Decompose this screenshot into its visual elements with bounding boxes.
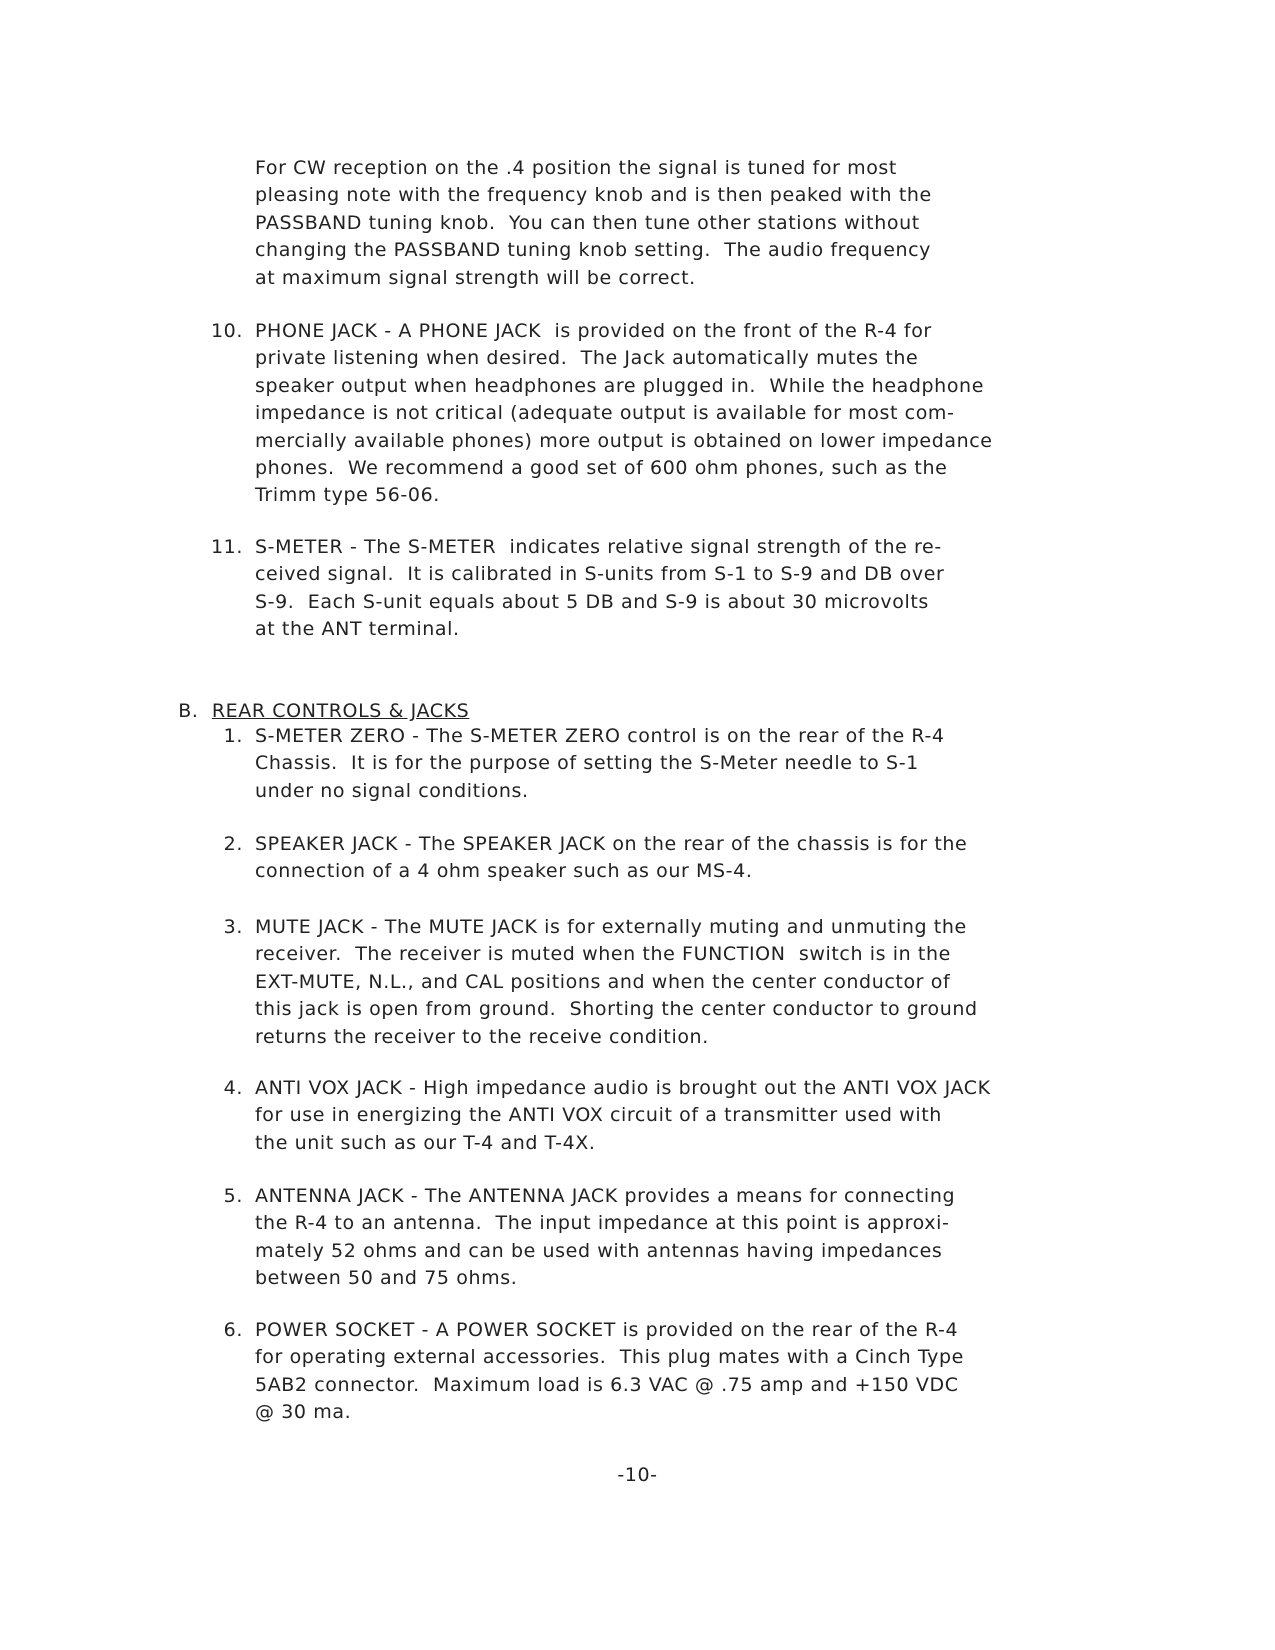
text-line: mercially available phones) more output is obtained on lower impedance — [255, 429, 993, 452]
item-number: 10. — [210, 320, 243, 342]
section-b-heading — [165, 671, 469, 726]
item-number: 2. — [223, 833, 243, 855]
list-item — [223, 723, 945, 805]
section-letter: B. — [178, 700, 199, 723]
text-line: connection of a 4 ohm speaker such as our MS-4. — [255, 860, 753, 883]
list-item — [223, 1183, 956, 1293]
text-line: S-9. Each S-unit equals about 5 DB and S-9 is about 30 microvolts — [255, 590, 929, 613]
list-item — [223, 914, 978, 1051]
text-line: private listening when desired. The Jack automatically mutes the — [255, 347, 919, 370]
text-line: returns the receiver to the receive condition. — [255, 1025, 709, 1048]
text-line: Trimm type 56-06. — [255, 484, 440, 507]
list-item — [210, 534, 945, 644]
text-line: 5AB2 connector. Maximum load is 6.3 VAC @ .75 amp and +150 VDC — [255, 1373, 959, 1396]
text-line: for operating external accessories. This plug mates with a Cinch Type — [255, 1346, 964, 1369]
item-number: 3. — [223, 916, 243, 938]
list-item — [223, 1317, 964, 1427]
text-line: EXT-MUTE, N.L., and CAL positions and when the center conductor of — [255, 970, 951, 993]
text-line: Chassis. It is for the purpose of setting the S-Meter needle to S-1 — [255, 752, 919, 775]
text-line: changing the PASSBAND tuning knob setting. The audio frequency — [255, 239, 932, 262]
text-line: For CW reception on the .4 position the signal is tuned for most — [255, 157, 897, 179]
intro-paragraph — [255, 155, 932, 292]
text-line: speaker output when headphones are plugged in. While the headphone — [255, 374, 984, 397]
text-line: @ 30 ma. — [255, 1401, 352, 1424]
list-item — [223, 831, 968, 886]
text-line: at maximum signal strength will be correct. — [255, 266, 696, 289]
page-number: -10- — [617, 1464, 658, 1486]
item-number: 11. — [210, 536, 243, 558]
text-line: phones. We recommend a good set of 600 ohm phones, such as the — [255, 456, 948, 479]
text-line: at the ANT terminal. — [255, 618, 460, 641]
text-line: this jack is open from ground. Shorting the center conductor to ground — [255, 998, 978, 1021]
text-line: S-METER - The S-METER indicates relative signal strength of the re- — [255, 536, 942, 558]
text-line: ANTI VOX JACK - High impedance audio is brought out the ANTI VOX JACK — [255, 1077, 991, 1099]
text-line: the unit such as our T-4 and T-4X. — [255, 1131, 596, 1154]
text-line: under no signal conditions. — [255, 779, 529, 802]
text-line: the R-4 to an antenna. The input impedance at this point is approxi- — [255, 1212, 950, 1235]
text-line: pleasing note with the frequency knob and is then peaked with the — [255, 184, 932, 207]
text-line: receiver. The receiver is muted when the FUNCTION switch is in the — [255, 943, 951, 966]
text-line: for use in energizing the ANTI VOX circuit of a transmitter used with — [255, 1104, 942, 1127]
text-line: POWER SOCKET - A POWER SOCKET is provided on the rear of the R-4 — [255, 1319, 959, 1341]
item-number: 5. — [223, 1185, 243, 1207]
text-line: SPEAKER JACK - The SPEAKER JACK on the rear of the chassis is for the — [255, 833, 968, 855]
text-line: S-METER ZERO - The S-METER ZERO control is on the rear of the R-4 — [255, 725, 945, 747]
item-number: 6. — [223, 1319, 243, 1341]
text-line: mately 52 ohms and can be used with antennas having impedances — [255, 1239, 943, 1262]
list-item — [223, 1075, 991, 1157]
item-number: 1. — [223, 725, 243, 747]
text-line: between 50 and 75 ohms. — [255, 1267, 518, 1290]
text-line: PHONE JACK - A PHONE JACK is provided on the front of the R-4 for — [255, 320, 932, 342]
text-line: PASSBAND tuning knob. You can then tune other stations without — [255, 211, 920, 234]
text-line: ceived signal. It is calibrated in S-units from S-1 to S-9 and DB over — [255, 563, 945, 586]
item-number: 4. — [223, 1077, 243, 1099]
list-item — [210, 318, 993, 510]
text-line: ANTENNA JACK - The ANTENNA JACK provides a means for connecting — [255, 1185, 956, 1207]
text-line: impedance is not critical (adequate output is available for most com- — [255, 402, 955, 425]
section-title: REAR CONTROLS & JACKS — [211, 700, 470, 723]
text-line: MUTE JACK - The MUTE JACK is for externally muting and unmuting the — [255, 916, 967, 938]
